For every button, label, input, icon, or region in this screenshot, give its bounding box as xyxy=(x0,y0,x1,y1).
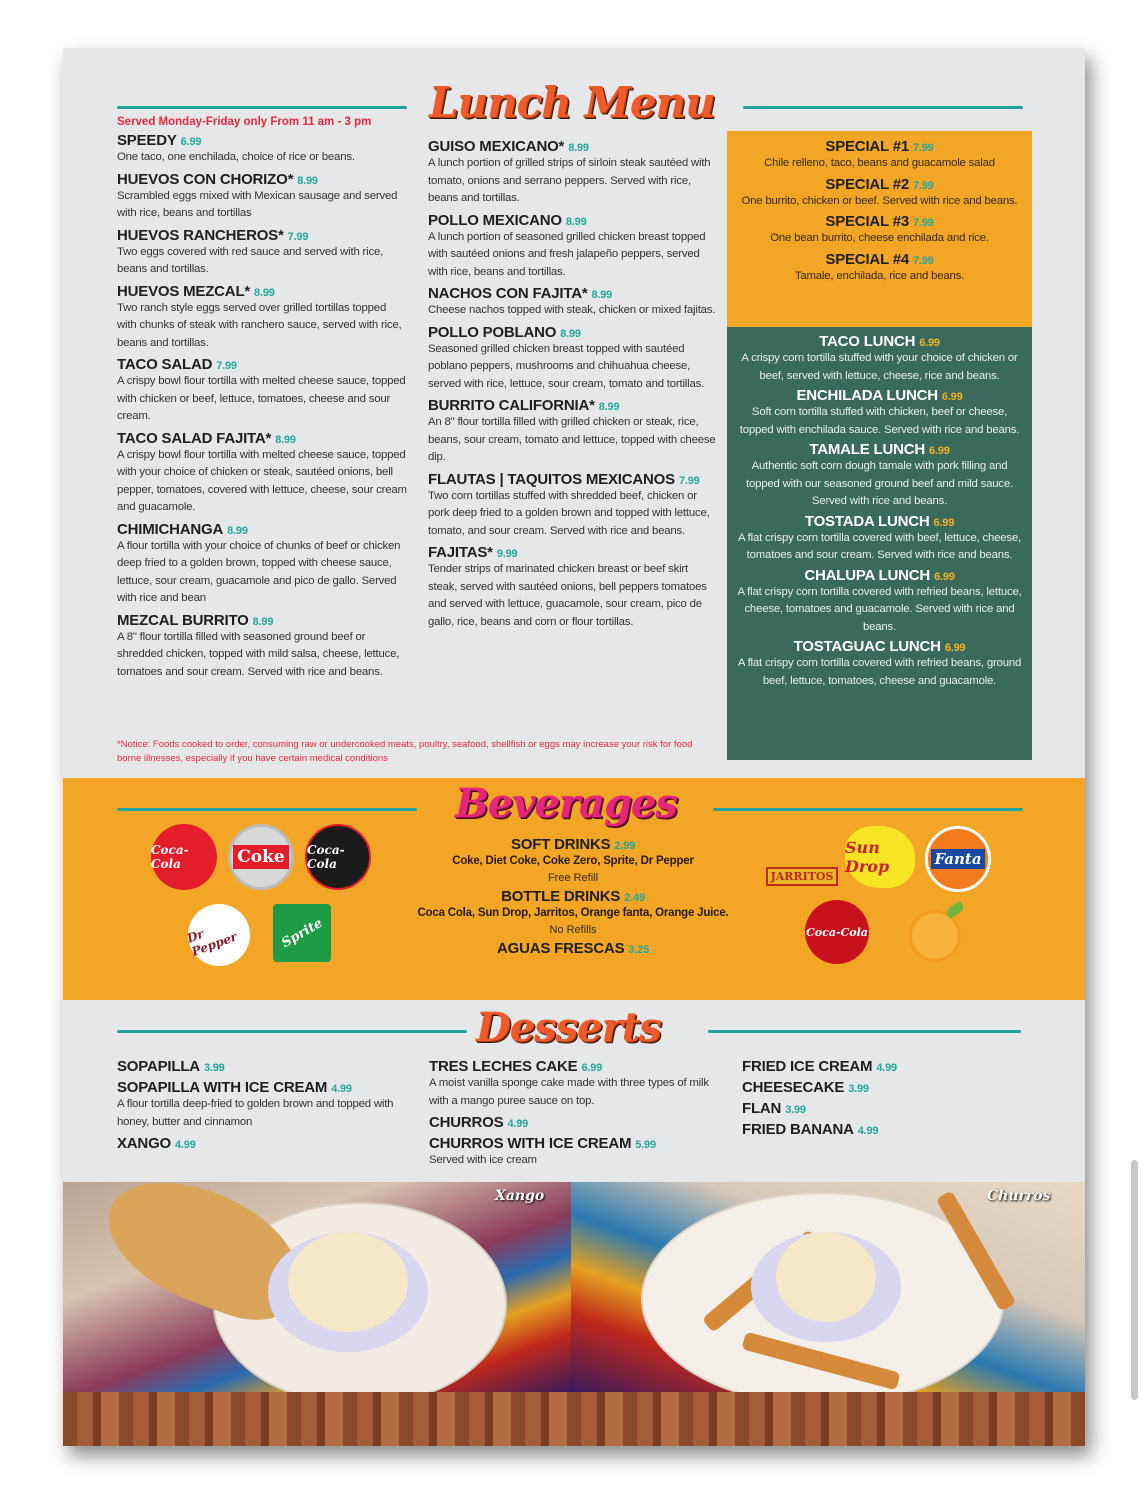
special-item-name xyxy=(737,176,1022,193)
lunch-special-item-price: 6.99 xyxy=(933,516,955,529)
lunch-item-desc: An 8" flour tortilla filled with grilled chicken or steak, rice, beans, sour cream, tomato and lettuce, topped with cheese dip. xyxy=(428,416,716,463)
dessert-item-title: CHEESECAKE xyxy=(742,1079,845,1096)
lunch-item-name xyxy=(428,397,718,414)
lunch-special-item-name xyxy=(735,513,1024,530)
special-item-name xyxy=(737,213,1022,230)
dessert-item-price: 4.99 xyxy=(175,1139,196,1151)
lunch-item-title: HUEVOS RANCHEROS* xyxy=(117,226,284,244)
dessert-item-name xyxy=(429,1135,719,1152)
lunch-item-price: 6.99 xyxy=(180,136,202,148)
lunch-item-price: 7.99 xyxy=(678,474,700,487)
desserts-column-1 xyxy=(117,1054,407,1152)
lunch-item-price: 8.99 xyxy=(275,433,296,446)
lunch-item-name xyxy=(117,171,407,188)
beverage-list xyxy=(403,834,743,957)
lunch-menu-title: Lunch Menu xyxy=(429,78,715,127)
aguas-frescas-price: 3.25 xyxy=(628,944,650,956)
special-item-price: 7.99 xyxy=(912,179,934,192)
lunch-special-item-name xyxy=(735,387,1024,404)
dessert-item-title: FLAN xyxy=(742,1100,782,1117)
lunch-item-desc: A crispy bowl flour tortilla with melted cheese sauce, topped with your choice of chicken or steak, sautéed onions, bell pepper, tomatoes, covered with lettuce, cheese, sour cream and guacamole. xyxy=(117,448,407,513)
dessert-item-title: SOPAPILLA WITH ICE CREAM xyxy=(117,1079,328,1096)
bev-rule-right xyxy=(713,808,1023,811)
special-item-name xyxy=(737,251,1022,268)
soft-drinks-desc: Coke, Diet Coke, Coke Zero, Sprite, Dr Pepper xyxy=(452,855,694,867)
bottle-drinks-refill: No Refills xyxy=(549,924,597,936)
lunch-specials-box xyxy=(727,327,1032,760)
fanta-logo: Fanta xyxy=(925,826,991,892)
lunch-item-desc: A lunch portion of seasoned grilled chicken breast topped with sautéed onions and fresh jalapeño peppers, served with rice, beans and tortillas. xyxy=(428,230,706,278)
lunch-item-title: BURRITO CALIFORNIA* xyxy=(428,397,595,414)
desserts-rule-right xyxy=(708,1030,1021,1033)
lunch-item-title: FLAUTAS | TAQUITOS MEXICANOS xyxy=(428,470,675,488)
dessert-item-title: FRIED BANANA xyxy=(742,1121,854,1138)
lunch-item-name xyxy=(117,132,407,149)
ice-cream-scoop xyxy=(776,1232,876,1322)
soft-drinks-price: 2.99 xyxy=(614,840,636,852)
special-item-title: SPECIAL #4 xyxy=(825,250,909,268)
lunch-special-item-price: 6.99 xyxy=(944,642,966,654)
lunch-item-price: 8.99 xyxy=(568,142,589,154)
special-item-title: SPECIAL #3 xyxy=(825,213,909,230)
dessert-item-price: 4.99 xyxy=(876,1062,897,1074)
lunch-item-title: FAJITAS* xyxy=(428,544,493,561)
lunch-item-price: 8.99 xyxy=(591,289,613,301)
lunch-item-price: 8.99 xyxy=(598,401,620,413)
coca-cola-bottle-logo: Coca-Cola xyxy=(805,900,869,964)
dessert-item-name xyxy=(742,1058,1032,1075)
lunch-item-desc: A crispy bowl flour tortilla with melted cheese sauce, topped with chicken or beef, lettuce, tomatoes, cheese and sour cream. xyxy=(117,375,406,422)
lunch-item-desc: Two eggs covered with red sauce and served with rice, beans and tortillas. xyxy=(117,245,384,275)
lunch-item-title: TACO SALAD FAJITA* xyxy=(117,429,272,447)
ice-cream-scoop xyxy=(288,1232,408,1332)
lunch-item-title: CHIMICHANGA xyxy=(117,520,224,538)
bottle-drinks-desc: Coca Cola, Sun Drop, Jarritos, Orange fanta, Orange Juice. xyxy=(417,907,729,919)
dessert-item-desc: A moist vanilla sponge cake made with three types of milk with a mango puree sauce on top. xyxy=(429,1077,709,1107)
dessert-item-price: 3.99 xyxy=(785,1104,806,1116)
lunch-item-desc: Two corn tortillas stuffed with shredded beef, chicken or pork deep fried to a golden brown and topped with lettuce, tomato, and sour cream. Served with rice and beans. xyxy=(428,489,710,537)
desserts-title: Desserts xyxy=(476,1004,661,1051)
lunch-column-2 xyxy=(428,134,718,631)
lunch-special-item-desc: A flat crispy corn tortilla covered with refried beans, ground beef, lettuce, tomatoes, cheese and guacamole. xyxy=(737,657,1022,687)
dessert-item-price: 4.99 xyxy=(331,1083,352,1095)
lunch-special-item-title: TAMALE LUNCH xyxy=(809,441,926,458)
dessert-item-price: 4.99 xyxy=(857,1125,879,1137)
lunch-special-item-price: 6.99 xyxy=(941,391,963,403)
churros-photo xyxy=(571,1182,1085,1392)
lunch-item-desc: A flour tortilla with your choice of chunks of beef or chicken deep fried to a golden brown, topped with cheese sauce, lettuce, sour cream, guacamole and pico de gallo. Served with rice and bean xyxy=(117,539,401,604)
lunch-special-item-name xyxy=(735,567,1024,584)
dessert-item-title: CHURROS xyxy=(429,1114,504,1131)
lunch-item-price: 8.99 xyxy=(297,174,318,187)
special-item-title: SPECIAL #1 xyxy=(825,138,909,155)
lunch-item-title: POLLO MEXICANO xyxy=(428,211,562,229)
lunch-item-desc: Cheese nachos topped with steak, chicken or mixed fajitas. xyxy=(428,304,716,316)
dessert-item-price: 6.99 xyxy=(581,1062,603,1074)
orange-juice-icon xyxy=(909,910,961,962)
dessert-item-name xyxy=(742,1121,1032,1138)
lunch-item-price: 8.99 xyxy=(227,524,248,537)
lunch-item-name xyxy=(428,138,718,155)
lunch-item-desc: Seasoned grilled chicken breast topped with sautéed poblano peppers, mushrooms and chihuahua cheese, served with rice, lettuce, sour cream, tomato and tortillas. xyxy=(428,342,705,390)
lunch-special-item-desc: Soft corn tortilla stuffed with chicken, beef or cheese, topped with enchilada sauce. Served with rice and beans. xyxy=(739,406,1020,436)
lunch-item-desc: Two ranch style eggs served over grilled tortillas topped with chunks of steak with ranchero sauce, served with rice, beans and tortillas. xyxy=(117,301,402,349)
lunch-special-item-title: ENCHILADA LUNCH xyxy=(796,387,938,404)
dessert-item-title: TRES LECHES CAKE xyxy=(429,1058,578,1075)
lunch-item-price: 8.99 xyxy=(560,327,581,340)
lunch-special-item-desc: Authentic soft corn dough tamale with pork filling and topped with our seasoned ground beef and mild sauce. Served with rice and beans. xyxy=(746,460,1013,507)
lunch-item-desc: A 8" flour tortilla filled with seasoned ground beef or shredded chicken, topped with mild salsa, cheese, lettuce, tomatoes and sour cream. Served with rice and beans. xyxy=(117,630,400,678)
food-notice: *Notice: Foods cooked to order, consuming raw or undercooked meats, poultry, seafood, shellfish or eggs may increase your risk for food borne illnesses, especially if you have certain medical conditions xyxy=(117,739,693,764)
lunch-item-name xyxy=(117,283,407,300)
aguas-frescas-name: AGUAS FRESCAS xyxy=(496,940,625,957)
special-item-desc: Tamale, enchilada, rice and beans. xyxy=(794,269,965,282)
special-item-price: 7.99 xyxy=(912,217,934,229)
lunch-item-name xyxy=(117,227,407,244)
lunch-item-title: HUEVOS CON CHORIZO* xyxy=(117,170,294,188)
lunch-item-title: SPEEDY xyxy=(117,132,177,149)
dessert-item-title: XANGO xyxy=(117,1135,172,1152)
dessert-item-price: 3.99 xyxy=(203,1062,225,1074)
lunch-item-title: MEZCAL BURRITO xyxy=(117,611,249,629)
special-item-price: 7.99 xyxy=(912,254,934,267)
lunch-item-name xyxy=(117,521,407,538)
lunch-special-item-price: 6.99 xyxy=(929,445,950,457)
wood-table xyxy=(63,1392,1085,1446)
lunch-special-item-desc: A flat crispy corn tortilla covered with beef, lettuce, cheese, tomatoes and sour cream. Served with rice and beans. xyxy=(737,531,1022,561)
bev-rule-left xyxy=(117,808,417,811)
special-item-desc: One bean burrito, cheese enchilada and rice. xyxy=(770,232,989,244)
scrollbar[interactable] xyxy=(1131,1160,1138,1400)
special-item-title: SPECIAL #2 xyxy=(825,175,909,193)
special-item-price: 7.99 xyxy=(912,142,934,154)
special-item-desc: Chile relleno, taco, beans and guacamole salad xyxy=(764,157,995,169)
dessert-item-name xyxy=(429,1058,719,1075)
lunch-item-title: POLLO POBLANO xyxy=(428,323,557,341)
jarritos-logo: JARRITOS xyxy=(769,826,835,886)
lunch-item-title: HUEVOS MEZCAL* xyxy=(117,282,251,300)
title-rule-right xyxy=(743,106,1023,109)
lunch-special-item-price: 6.99 xyxy=(919,337,940,349)
lunch-item-title: NACHOS CON FAJITA* xyxy=(428,285,588,302)
lunch-item-desc: Tender strips of marinated chicken breast or beef skirt steak, served with sautéed onions, bell peppers tomatoes and served with lettuce, guacamole, sour cream, pico de gallo, rice, beans and corn or flour tortillas. xyxy=(428,563,707,628)
lunch-special-item-title: TOSTAGUAC LUNCH xyxy=(793,638,941,655)
specials-box xyxy=(727,131,1032,327)
dessert-item-title: SOPAPILLA xyxy=(117,1058,200,1075)
dessert-item-name xyxy=(742,1100,1032,1117)
lunch-item-name xyxy=(428,544,718,561)
desserts-column-2 xyxy=(429,1054,719,1170)
special-item-name xyxy=(737,138,1022,155)
lunch-item-title: GUISO MEXICANO* xyxy=(428,138,565,155)
lunch-item-desc: A lunch portion of grilled strips of sirloin steak sautéed with tomato, onions and serrano peppers. Served with rice, beans and tortillas. xyxy=(428,157,711,204)
lunch-special-item-name xyxy=(735,333,1024,350)
lunch-special-item-name xyxy=(735,638,1024,655)
lunch-special-item-price: 6.99 xyxy=(934,570,955,583)
sun-drop-logo: Sun Drop xyxy=(845,826,915,888)
title-rule-left xyxy=(117,106,407,109)
dr-pepper-logo: Dr Pepper xyxy=(179,895,258,974)
dessert-item-title: CHURROS WITH ICE CREAM xyxy=(429,1135,632,1152)
lunch-item-title: TACO SALAD xyxy=(117,356,213,373)
sprite-logo: Sprite xyxy=(273,904,331,962)
lunch-item-price: 7.99 xyxy=(287,230,309,243)
churros-label: Churros xyxy=(987,1188,1051,1204)
lunch-item-name xyxy=(117,612,407,629)
bottle-drinks-price: 2.49 xyxy=(624,892,645,904)
lunch-item-name xyxy=(117,356,407,373)
dessert-item-price: 4.99 xyxy=(507,1118,529,1130)
special-item-desc: One burrito, chicken or beef. Served with rice and beans. xyxy=(741,194,1018,207)
dessert-item-name xyxy=(117,1079,407,1096)
menu-page xyxy=(63,48,1085,1446)
lunch-item-price: 8.99 xyxy=(252,615,274,628)
served-note: Served Monday-Friday only From 11 am - 3 pm xyxy=(117,116,372,128)
lunch-item-desc: Scrambled eggs mixed with Mexican sausage and served with rice, beans and tortillas xyxy=(117,189,398,219)
lunch-special-item-title: TACO LUNCH xyxy=(819,333,916,350)
xango-label: Xango xyxy=(495,1188,545,1204)
desserts-column-3 xyxy=(742,1054,1032,1138)
lunch-item-name xyxy=(428,212,718,229)
lunch-item-price: 8.99 xyxy=(254,286,275,299)
dessert-item-desc: Served with ice cream xyxy=(429,1154,537,1166)
beverages-title: Beverages xyxy=(455,780,677,827)
coca-cola-logo: Coca-Cola xyxy=(151,824,217,890)
lunch-special-item-desc: A flat crispy corn tortilla covered with refried beans, lettuce, cheese, tomatoes and guacamole. Served with rice and beans. xyxy=(737,585,1022,633)
coke-logo: Coke xyxy=(228,824,294,890)
desserts-rule-left xyxy=(117,1030,467,1033)
soft-drinks-name: SOFT DRINKS xyxy=(510,836,611,853)
lunch-item-desc: One taco, one enchilada, choice of rice or beans. xyxy=(117,151,355,163)
bottle-drinks-name: BOTTLE DRINKS xyxy=(501,888,621,905)
lunch-special-item-name xyxy=(735,441,1024,458)
dessert-item-name xyxy=(117,1135,407,1152)
dessert-item-title: FRIED ICE CREAM xyxy=(742,1058,873,1075)
lunch-item-name xyxy=(428,285,718,302)
dessert-item-name xyxy=(742,1079,1032,1096)
soft-drinks-refill: Free Refill xyxy=(547,872,599,884)
beverages-section xyxy=(63,778,1085,1000)
lunch-item-name xyxy=(428,324,718,341)
lunch-item-name xyxy=(428,471,718,488)
lunch-special-item-desc: A crispy corn tortilla stuffed with your choice of chicken or beef, served with lettuce, cheese, rice and beans. xyxy=(741,352,1018,382)
dessert-item-price: 5.99 xyxy=(635,1139,656,1151)
xango-photo xyxy=(63,1182,571,1392)
dessert-item-name xyxy=(117,1058,407,1075)
coca-cola-zero-logo: Coca-Cola xyxy=(305,824,371,890)
lunch-item-name xyxy=(117,430,407,447)
lunch-column-1 xyxy=(117,116,407,681)
dessert-item-price: 3.99 xyxy=(848,1083,869,1095)
dessert-item-desc: A flour tortilla deep-fried to golden brown and topped with honey, butter and cinnamon xyxy=(117,1098,394,1128)
lunch-item-price: 8.99 xyxy=(565,215,587,228)
lunch-item-price: 9.99 xyxy=(496,548,518,560)
lunch-special-item-title: CHALUPA LUNCH xyxy=(804,566,931,584)
lunch-special-item-title: TOSTADA LUNCH xyxy=(804,512,930,530)
lunch-item-price: 7.99 xyxy=(216,360,237,372)
dessert-item-name xyxy=(429,1114,719,1131)
